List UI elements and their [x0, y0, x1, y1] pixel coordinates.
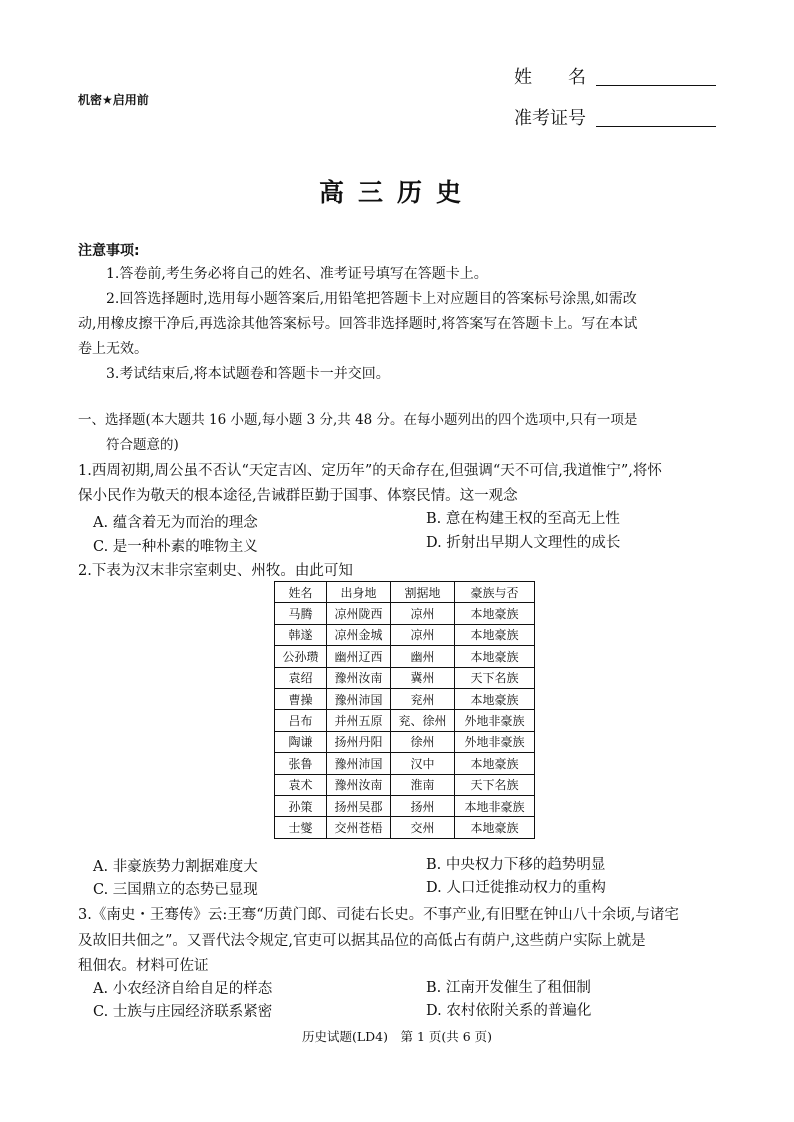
question-3-stem-line-2: 及故旧共佃之”。又晋代法令规定,官吏可以据其品位的高低占有荫户,这些荫户实际上就是 — [78, 933, 646, 949]
table-cell: 本地豪族 — [455, 624, 535, 645]
question-2-option-d[interactable]: D. 人口迁徙推动权力的重构 — [426, 880, 606, 896]
table-cell: 袁绍 — [275, 667, 327, 688]
table-header-cell: 姓名 — [275, 582, 327, 603]
table-cell: 陶谦 — [275, 731, 327, 752]
table-row — [275, 603, 535, 624]
table-cell: 兖州 — [391, 688, 455, 709]
notice-item-2-line-1: 2.回答选择题时,选用每小题答案后,用铅笔把答题卡上对应题目的答案标号涂黑,如需改 — [106, 291, 637, 307]
question-2-stem: 2.下表为汉末非宗室刺史、州牧。由此可知 — [78, 563, 353, 579]
table-cell: 本地豪族 — [455, 603, 535, 624]
notice-item-1: 1.答卷前,考生务必将自己的姓名、准考证号填写在答题卡上。 — [106, 266, 488, 282]
table-cell: 孙策 — [275, 795, 327, 816]
question-2-option-b[interactable]: B. 中央权力下移的趋势明显 — [426, 857, 606, 873]
table-cell: 兖、徐州 — [391, 710, 455, 731]
table-cell: 外地非豪族 — [455, 710, 535, 731]
page-title: 高三历史 — [318, 178, 475, 207]
table-cell: 扬州丹阳 — [327, 731, 391, 752]
table-cell: 本地豪族 — [455, 753, 535, 774]
exam-id-label: 准考证号 — [514, 108, 586, 129]
exam-id-field-line[interactable] — [596, 126, 716, 127]
table-cell: 扬州 — [391, 795, 455, 816]
name-label: 姓 名 — [514, 67, 586, 88]
table-header-cell: 豪族与否 — [455, 582, 535, 603]
name-field-line[interactable] — [596, 85, 716, 86]
question-1-option-d[interactable]: D. 折射出早期人文理性的成长 — [426, 535, 621, 551]
table-row — [275, 817, 535, 838]
table-cell: 凉州 — [391, 624, 455, 645]
page-footer: 历史试题(LD4) 第 1 页(共 6 页) — [301, 1029, 493, 1044]
table-cell: 本地豪族 — [455, 817, 535, 838]
question-3-option-a[interactable]: A. 小农经济自给自足的样态 — [93, 981, 273, 997]
table-cell: 凉州 — [391, 603, 455, 624]
section-heading: 一、选择题(本大题共 16 小题,每小题 3 分,共 48 分。在每小题列出的四个选项中,只有一项是 — [78, 412, 638, 428]
table-cell: 士燮 — [275, 817, 327, 838]
notice-item-2-line-2: 动,用橡皮擦干净后,再选涂其他答案标号。回答非选择题时,将答案写在答题卡上。写在本试 — [78, 316, 638, 332]
table-header-cell: 割据地 — [391, 582, 455, 603]
table-cell: 天下名族 — [455, 667, 535, 688]
table-cell: 扬州吴郡 — [327, 795, 391, 816]
table-cell: 淮南 — [391, 774, 455, 795]
table-cell: 并州五原 — [327, 710, 391, 731]
table-cell: 吕布 — [275, 710, 327, 731]
table-cell: 本地豪族 — [455, 688, 535, 709]
question-1-option-a[interactable]: A. 蕴含着无为而治的理念 — [93, 515, 258, 531]
table-cell: 豫州汝南 — [327, 667, 391, 688]
confidential-label: 机密★启用前 — [78, 93, 149, 107]
table-row — [275, 688, 535, 709]
section-heading-line-2: 符合题意的) — [106, 437, 179, 453]
table-row — [275, 774, 535, 795]
table-row — [275, 624, 535, 645]
notice-item-3: 3.考试结束后,将本试题卷和答题卡一并交回。 — [106, 366, 390, 382]
table-cell: 豫州沛国 — [327, 688, 391, 709]
table-cell: 凉州陇西 — [327, 603, 391, 624]
table-cell: 曹操 — [275, 688, 327, 709]
table-cell: 本地非豪族 — [455, 795, 535, 816]
question-1-stem-line-1: 1.西周初期,周公虽不否认“天定吉凶、定历年”的天命存在,但强调“天不可信,我道惟宁”,将怀 — [78, 463, 662, 479]
table-cell: 公孙瓒 — [275, 646, 327, 667]
table-row — [275, 753, 535, 774]
question-3-option-b[interactable]: B. 江南开发催生了租佃制 — [426, 980, 591, 996]
table-cell: 冀州 — [391, 667, 455, 688]
table-cell: 本地豪族 — [455, 646, 535, 667]
notice-item-2-line-3: 卷上无效。 — [78, 341, 148, 357]
question-2-option-a[interactable]: A. 非豪族势力割据难度大 — [93, 859, 258, 875]
table-cell: 外地非豪族 — [455, 731, 535, 752]
table-cell: 韩遂 — [275, 624, 327, 645]
table-cell: 幽州辽西 — [327, 646, 391, 667]
table-row — [275, 667, 535, 688]
table-cell: 汉中 — [391, 753, 455, 774]
question-1-option-b[interactable]: B. 意在构建王权的至高无上性 — [426, 511, 620, 527]
question-3-option-c[interactable]: C. 士族与庄园经济联系紧密 — [93, 1004, 273, 1020]
question-1-stem-line-2: 保小民作为敬天的根本途径,告诫群臣勤于国事、体察民情。这一观念 — [78, 488, 518, 504]
table-row — [275, 731, 535, 752]
table-cell: 徐州 — [391, 731, 455, 752]
table-cell: 交州 — [391, 817, 455, 838]
question-1-option-c[interactable]: C. 是一种朴素的唯物主义 — [93, 539, 258, 555]
table-cell: 张鲁 — [275, 753, 327, 774]
table-cell: 凉州金城 — [327, 624, 391, 645]
question-3-stem-line-1: 3.《南史・王骞传》云:王骞“历黄门郎、司徒右长史。不事产业,有旧墅在钟山八十余顷,与诸宅 — [78, 907, 679, 923]
question-3-option-d[interactable]: D. 农村依附关系的普遍化 — [426, 1003, 592, 1019]
table-header-row — [275, 582, 535, 603]
table-header-cell: 出身地 — [327, 582, 391, 603]
question-3-stem-line-3: 租佃农。材料可佐证 — [78, 958, 209, 974]
table-row — [275, 646, 535, 667]
table-cell: 袁术 — [275, 774, 327, 795]
table-cell: 交州苍梧 — [327, 817, 391, 838]
table-cell: 马腾 — [275, 603, 327, 624]
table-cell: 豫州沛国 — [327, 753, 391, 774]
table-cell: 豫州汝南 — [327, 774, 391, 795]
table-row — [275, 795, 535, 816]
notice-title: 注意事项: — [78, 243, 140, 259]
question-2-option-c[interactable]: C. 三国鼎立的态势已显现 — [93, 882, 258, 898]
table-row — [275, 710, 535, 731]
warlord-table — [274, 581, 535, 839]
table-cell: 幽州 — [391, 646, 455, 667]
table-cell: 天下名族 — [455, 774, 535, 795]
